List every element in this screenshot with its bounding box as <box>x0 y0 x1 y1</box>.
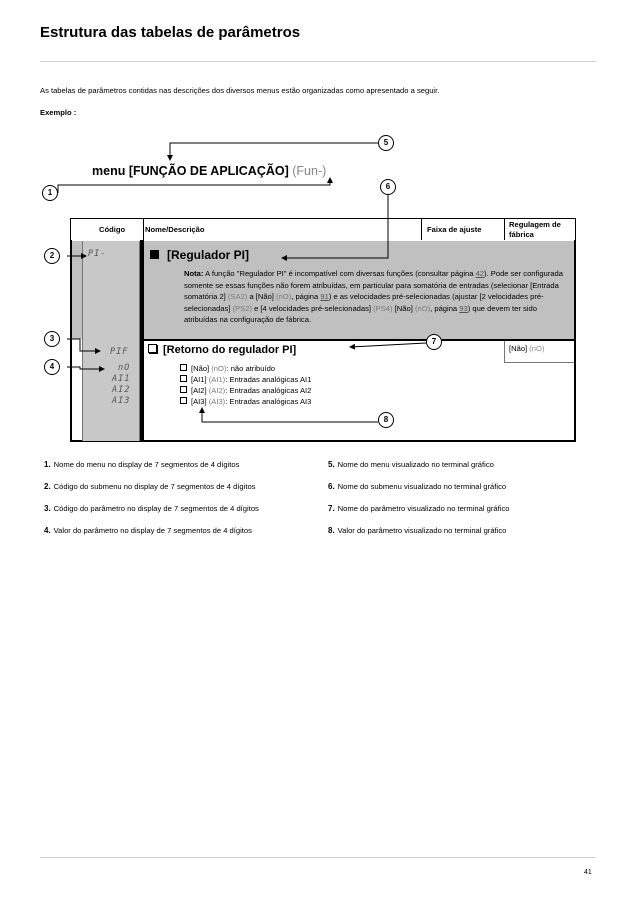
filled-square-icon <box>150 250 159 259</box>
callout-7: 7 <box>426 334 442 350</box>
option-item: [AI1] (AI1): Entradas analógicas AI1 <box>180 375 311 384</box>
page-title: Estrutura das tabelas de parâmetros <box>40 24 301 41</box>
submenu-title: [Regulador PI] <box>150 248 249 262</box>
callout-2: 2 <box>44 248 60 264</box>
option-code: AI3 <box>112 396 131 406</box>
callout-8: 8 <box>378 412 394 428</box>
open-square-icon <box>148 344 157 353</box>
legend-item: 7. Nome do parâmetro visualizado no terminal gráfico <box>328 504 510 513</box>
page-number: 41 <box>584 869 592 876</box>
option-item: [AI3] (AI3): Entradas analógicas AI3 <box>180 397 311 406</box>
factory-value: [Não] (nO) <box>509 344 545 353</box>
option-item: [Não] (nO): não atribuído <box>180 364 275 373</box>
menu-prefix: menu <box>92 164 129 178</box>
callout-5: 5 <box>378 135 394 151</box>
intro-text: As tabelas de parâmetros contidas nas descrições dos diversos menus estão organizadas como apresentado a seguir. <box>40 86 440 95</box>
table-header <box>70 218 576 241</box>
header-faixa: Faixa de ajuste <box>427 225 482 234</box>
example-label: Exemplo : <box>40 108 77 117</box>
option-code: nO <box>118 363 131 373</box>
checkbox-icon <box>180 364 187 371</box>
parameter-title: [Retorno do regulador PI] <box>148 344 296 356</box>
legend-item: 4. Valor do parâmetro no display de 7 segmentos de 4 dígitos <box>44 526 252 535</box>
checkbox-icon <box>180 397 187 404</box>
column-divider <box>140 240 144 442</box>
code-column <box>82 241 140 441</box>
option-item: [AI2] (AI2): Entradas analógicas AI2 <box>180 386 311 395</box>
menu-code: (Fun-) <box>288 164 327 178</box>
submenu-code: PI- <box>88 249 107 259</box>
checkbox-icon <box>180 375 187 382</box>
callout-4: 4 <box>44 359 60 375</box>
bottom-divider <box>40 857 596 858</box>
legend-item: 2. Código do submenu no display de 7 segmentos de 4 dígitos <box>44 482 256 491</box>
option-code: AI1 <box>112 374 131 384</box>
menu-name: [FUNÇÃO DE APLICAÇÃO] <box>128 164 289 178</box>
legend-item: 5. Nome do menu visualizado no terminal gráfico <box>328 460 494 469</box>
legend-item: 6. Nome do submenu visualizado no terminal gráfico <box>328 482 507 491</box>
header-codigo: Código <box>99 225 126 234</box>
top-divider <box>40 61 596 62</box>
legend-item: 3. Código do parâmetro no display de 7 segmentos de 4 dígitos <box>44 504 259 513</box>
submenu-note: Nota: A função "Regulador PI" é incompatível com diversas funções (consultar página 42). Pode ser configurada somente se essas funções não forem atribuídas, em particular para somatória de entradas (selecionar [Entrada somatória 2] (SA2) a [Não] (nO), página 91) e as velocidades pré-selecionadas (ajustar [2 velocidades pré-selecionadas] (PS2) e [4 velocidades pré-selecionadas] (PS4) [Não] (nO), página 93) que devem ter sido atribuídas na configuração de fábrica. <box>184 269 563 325</box>
callout-3: 3 <box>44 331 60 347</box>
legend-item: 1. Nome do menu no display de 7 segmentos de 4 dígitos <box>44 460 240 469</box>
checkbox-icon <box>180 386 187 393</box>
menu-title <box>92 164 326 178</box>
header-nome: Nome/Descrição <box>145 225 205 234</box>
parameter-code: PIF <box>110 347 129 357</box>
option-code: AI2 <box>112 385 131 395</box>
callout-1: 1 <box>42 185 58 201</box>
callout-6: 6 <box>380 179 396 195</box>
header-regulagem: Regulagem de fábrica <box>509 219 561 239</box>
legend-item: 8. Valor do parâmetro visualizado no terminal gráfico <box>328 526 507 535</box>
